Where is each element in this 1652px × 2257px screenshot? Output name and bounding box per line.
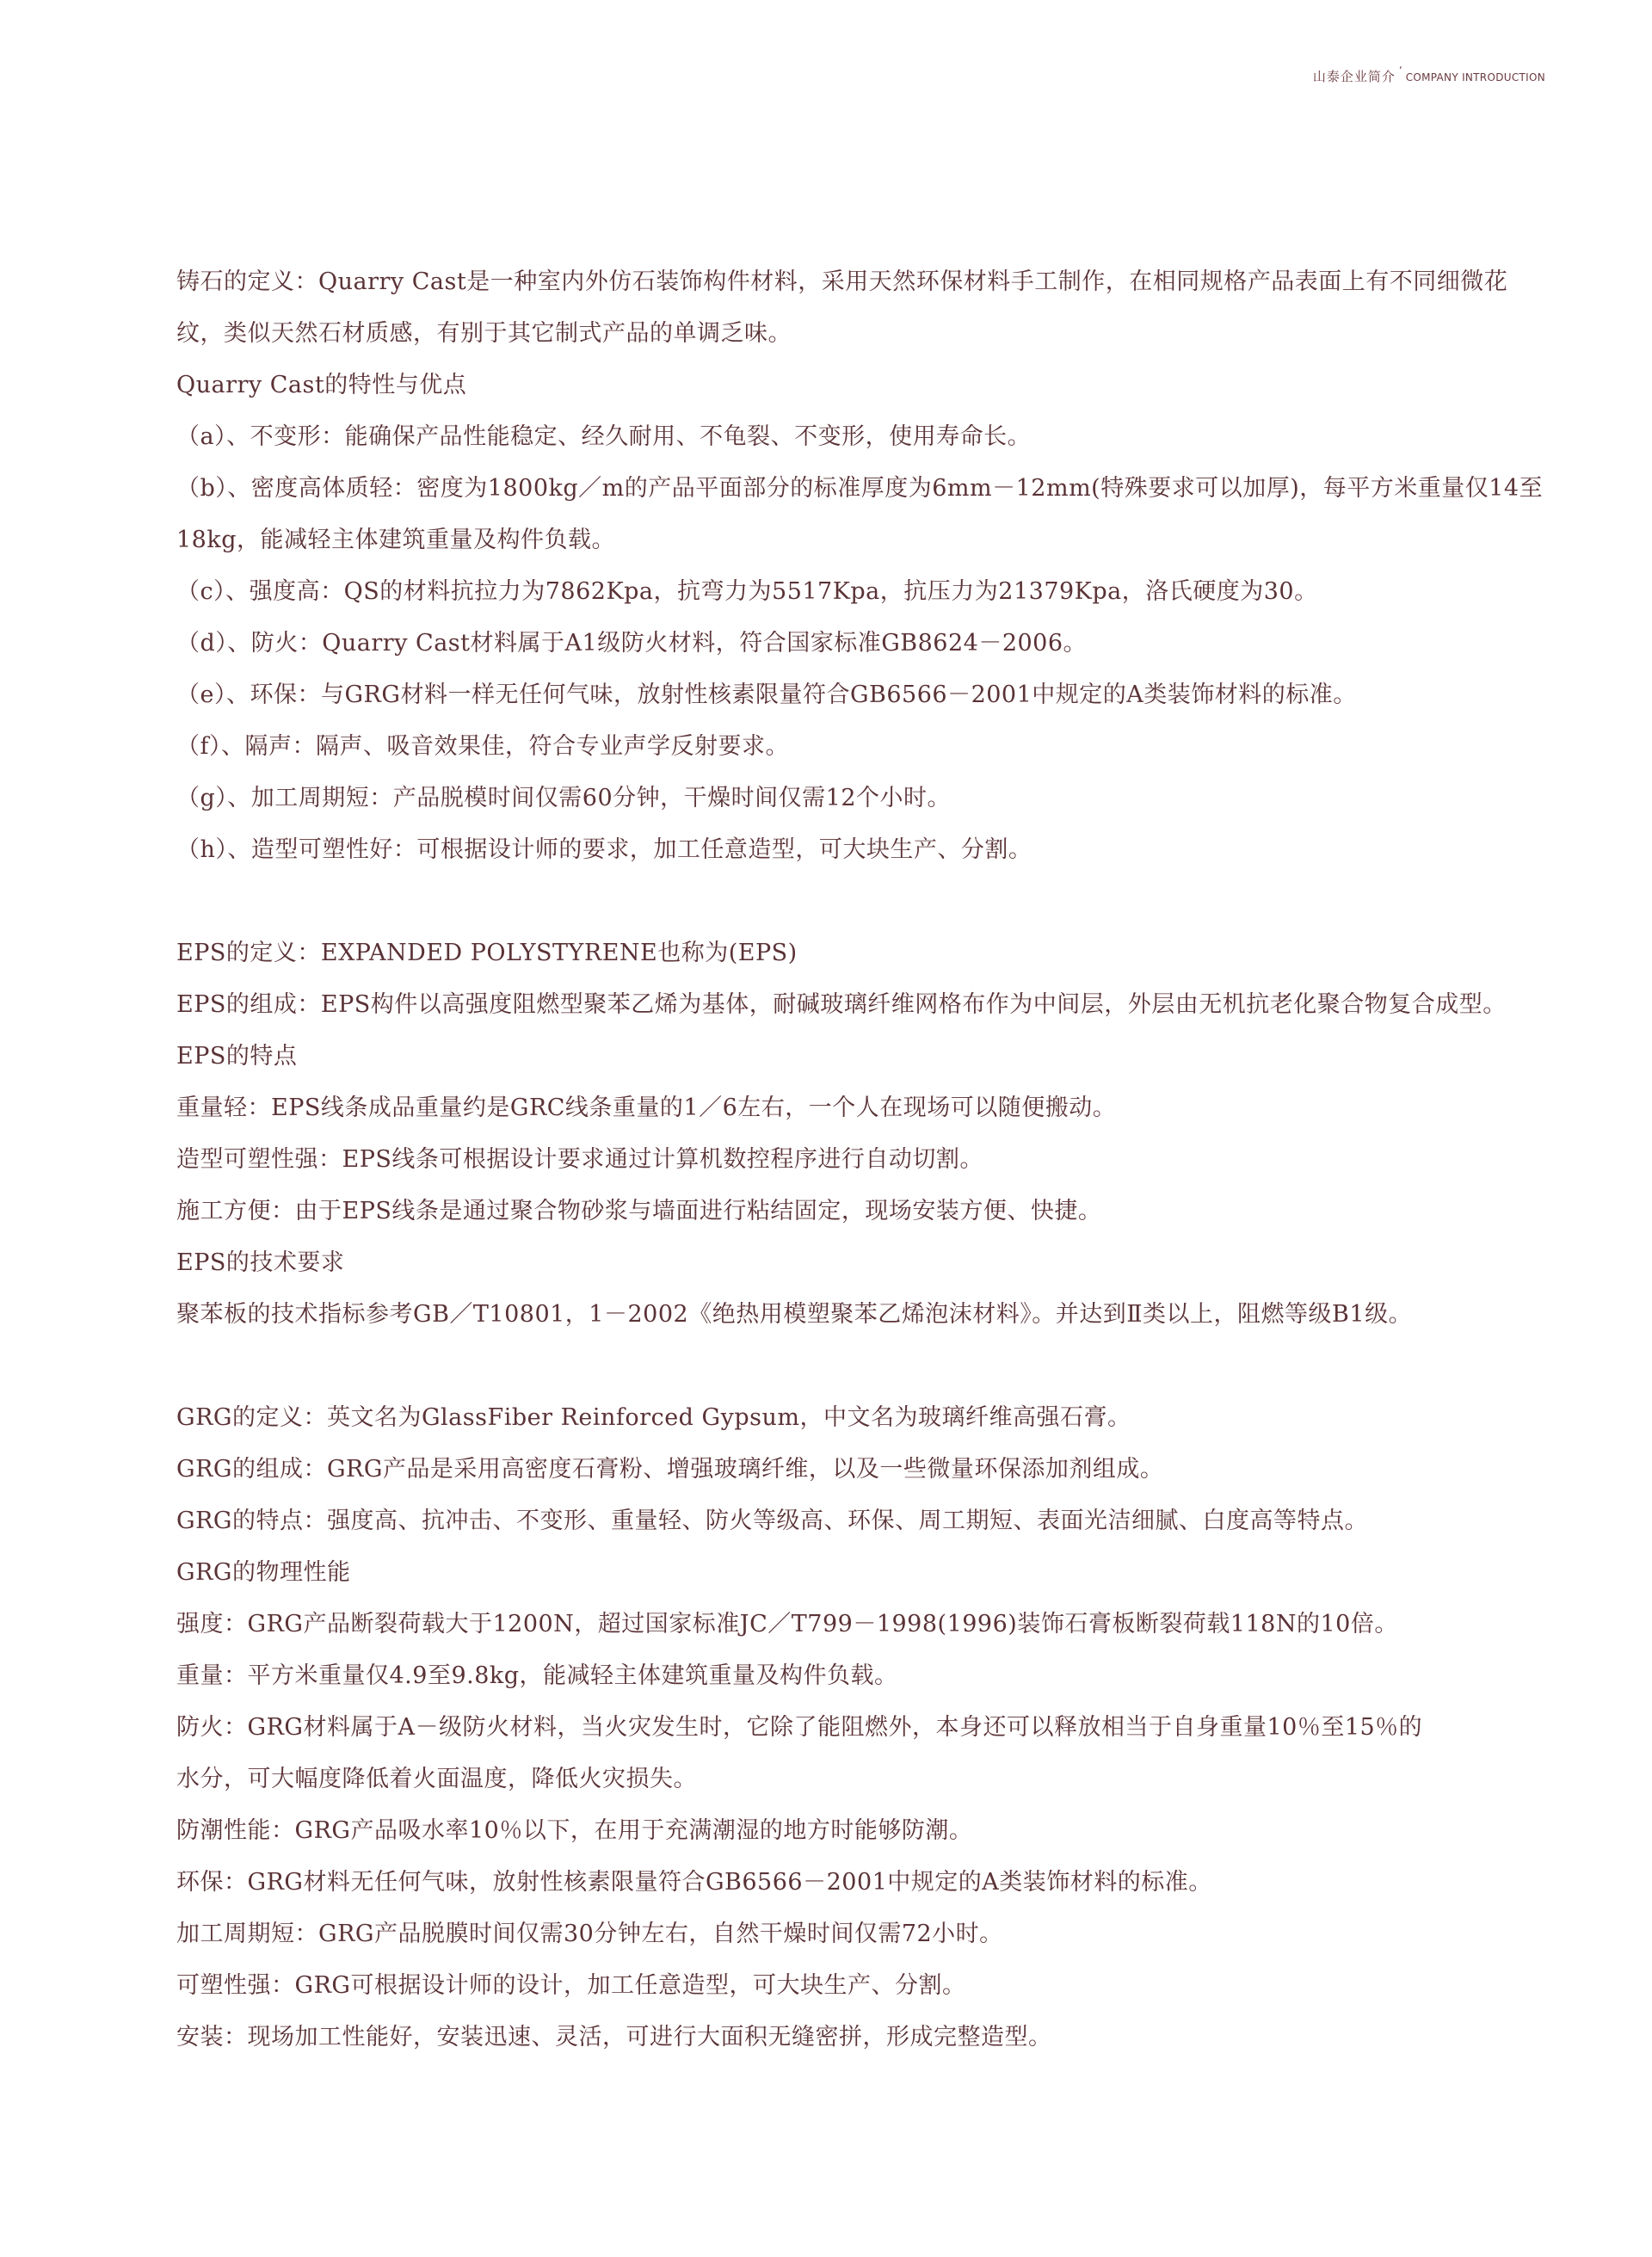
quarry-features-heading: Quarry Cast的特性与优点 [176,372,467,398]
grg-fire-line-1: 防火：GRG材料属于A－级防火材料，当火灾发生时，它除了能阻燃外，本身还可以释放相当于自身重量10％至15％的 [176,1714,1423,1741]
quarry-item-g: （g）、加工周期短：产品脱模时间仅需60分钟，干燥时间仅需12个小时。 [176,785,951,811]
grg-features: GRG的特点：强度高、抗冲击、不变形、重量轻、防火等级高、环保、周工期短、表面光洁细腻、白度高等特点。 [176,1508,1368,1534]
company-name-cn: 山泰企业简介 [1312,69,1396,84]
section-quarry-cast [176,256,1544,876]
grg-definition: GRG的定义：英文名为GlassFiber Reinforced Gypsum，中文名为玻璃纤维高强石膏。 [176,1404,1131,1431]
eps-tech-spec: 聚苯板的技术指标参考GB／T10801，1－2002《绝热用模塑聚苯乙烯泡沫材料》。并达到Ⅱ类以上，阻燃等级B1级。 [176,1301,1413,1328]
eps-feature-weight: 重量轻：EPS线条成品重量约是GRC线条重量的1／6左右，一个人在现场可以随便搬动。 [176,1095,1117,1121]
section-spacer [176,876,1519,928]
grg-physical-heading: GRG的物理性能 [176,1559,351,1586]
grg-installation: 安装：现场加工性能好，安装迅速、灵活，可进行大面积无缝密拼，形成完整造型。 [176,2024,1052,2050]
quarry-item-b-line-2: 18kg，能减轻主体建筑重量及构件负载。 [176,527,616,553]
document-body [176,256,1544,2063]
quarry-item-f: （f）、隔声：隔声、吸音效果佳，符合专业声学反射要求。 [176,733,789,760]
grg-weight: 重量：平方米重量仅4.9至9.8kg，能减轻主体建筑重量及构件负载。 [176,1662,898,1689]
quarry-item-a: （a）、不变形：能确保产品性能稳定、经久耐用、不龟裂、不变形，使用寿命长。 [176,423,1032,450]
quarry-item-b-line-1: （b）、密度高体质轻：密度为1800kg／m的产品平面部分的标准厚度为6mm－12mm(特殊要求可以加厚)，每平方米重量仅14至 [176,475,1544,502]
eps-definition: EPS的定义：EXPANDED POLYSTYRENE也称为(EPS) [176,940,798,966]
grg-processing-cycle: 加工周期短：GRG产品脱膜时间仅需30分钟左右，自然干燥时间仅需72小时。 [176,1921,1003,1947]
quarry-definition-line-1: 铸石的定义：Quarry Cast是一种室内外仿石装饰构件材料，采用天然环保材料手工制作，在相同规格产品表面上有不同细微花 [176,268,1508,295]
section-eps [176,928,1519,1341]
eps-composition: EPS的组成：EPS构件以高强度阻燃型聚苯乙烯为基体，耐碱玻璃纤维网格布作为中间层，外层由无机抗老化聚合物复合成型。 [176,991,1507,1018]
grg-plasticity: 可塑性强：GRG可根据设计师的设计，加工任意造型，可大块生产、分割。 [176,1972,966,1999]
grg-fire-line-2: 水分，可大幅度降低着火面温度，降低火灾损失。 [176,1766,697,1792]
header-mark-icon: ʼ [1398,65,1402,77]
eps-feature-plasticity: 造型可塑性强：EPS线条可根据设计要求通过计算机数控程序进行自动切割。 [176,1146,983,1173]
quarry-item-d: （d）、防火：Quarry Cast材料属于A1级防火材料，符合国家标准GB8624－2006。 [176,630,1088,657]
grg-moisture: 防潮性能：GRG产品吸水率10％以下，在用于充满潮湿的地方时能够防潮。 [176,1817,973,1844]
quarry-definition-line-2: 纹，类似天然石材质感，有别于其它制式产品的单调乏味。 [176,320,792,347]
company-name-en: COMPANY INTRODUCTION [1405,71,1545,83]
eps-features-heading: EPS的特点 [176,1043,298,1070]
grg-composition: GRG的组成：GRG产品是采用高密度石膏粉、增强玻璃纤维，以及一些微量环保添加剂组成。 [176,1456,1164,1483]
eps-tech-heading: EPS的技术要求 [176,1249,345,1276]
page-header [1313,67,1545,85]
eps-feature-construction: 施工方便：由于EPS线条是通过聚合物砂浆与墙面进行粘结固定，现场安装方便、快捷。 [176,1198,1102,1224]
quarry-item-c: （c）、强度高：QS的材料抗拉力为7862Kpa，抗弯力为5517Kpa，抗压力为21379Kpa，洛氏硬度为30。 [176,578,1318,605]
grg-strength: 强度：GRG产品断裂荷载大于1200N，超过国家标准JC／T799－1998(1996)装饰石膏板断裂荷载118N的10倍。 [176,1611,1398,1637]
quarry-item-h: （h）、造型可塑性好：可根据设计师的要求，加工任意造型，可大块生产、分割。 [176,836,1032,863]
quarry-item-e: （e）、环保：与GRG材料一样无任何气味，放射性核素限量符合GB6566－2001中规定的A类装饰材料的标准。 [176,681,1357,708]
grg-environment: 环保：GRG材料无任何气味，放射性核素限量符合GB6566－2001中规定的A类装饰材料的标准。 [176,1869,1212,1896]
section-spacer [176,1341,1519,1392]
section-grg [176,1392,1519,2063]
